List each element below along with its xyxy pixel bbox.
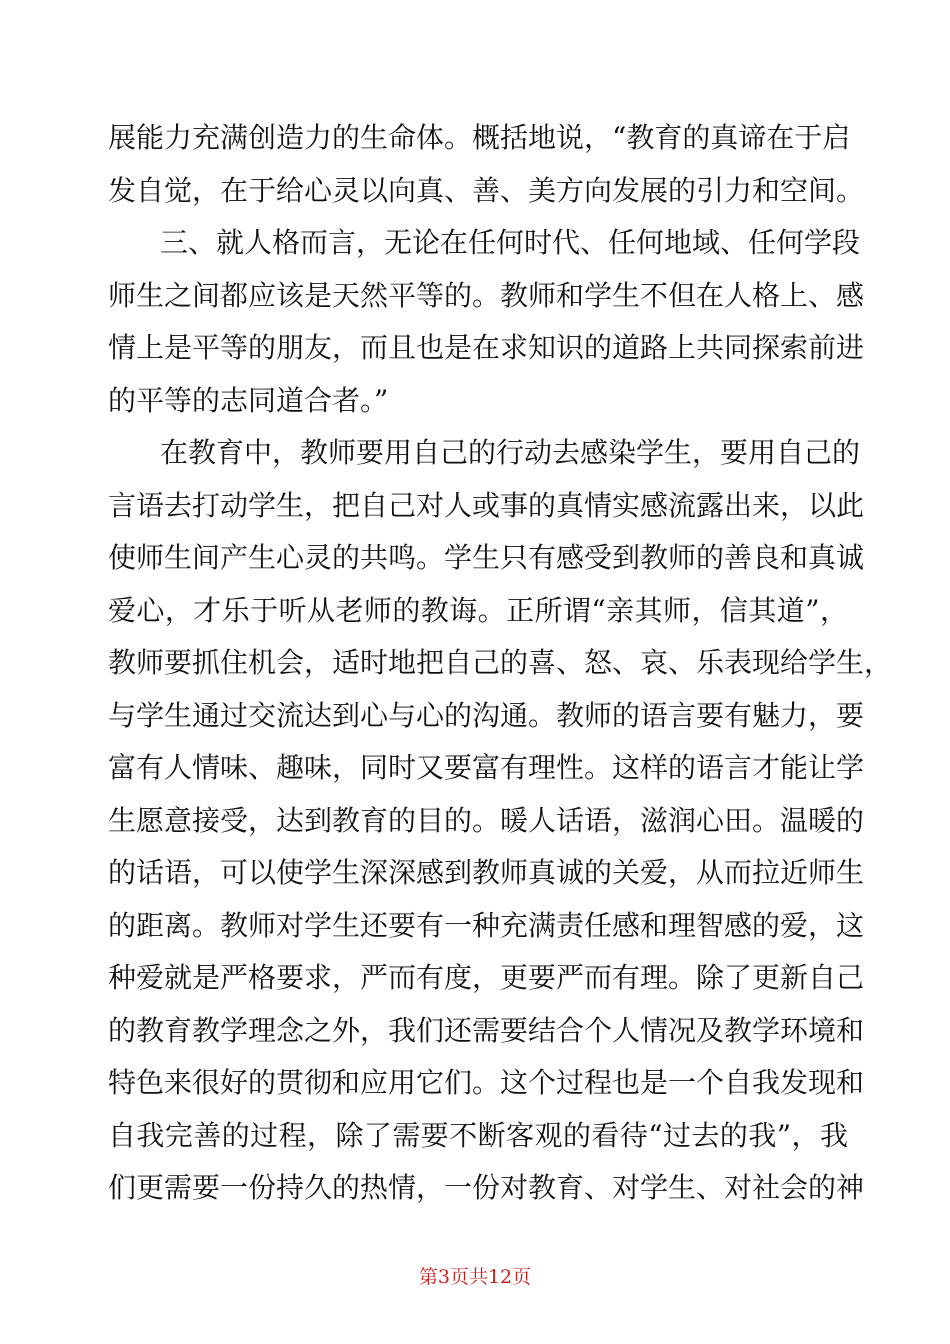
text-line: 特色来很好的贯彻和应用它们。这个过程也是一个自我发现和: [108, 1066, 865, 1099]
text-line: 三、就人格而言，无论在任何时代、任何地域、任何学段: [160, 226, 861, 259]
text-line: 们更需要一份持久的热情，一份对教育、对学生、对社会的神: [108, 1171, 865, 1204]
text-line: 的距离。教师对学生还要有一种充满责任感和理智感的爱，这: [108, 908, 865, 942]
text-line: 自我完善的过程，除了需要不断客观的看待“过去的我”，我: [108, 1118, 848, 1152]
text-line: 展能力充满创造力的生命体。概括地说，“教育的真谛在于启: [108, 121, 851, 154]
text-line: 的话语，可以使学生深深感到教师真诚的关爱，从而拉近师生: [108, 856, 865, 889]
text-line: 生愿意接受，达到教育的目的。暖人话语，滋润心田。温暖的: [108, 803, 865, 837]
text-line: 发自觉，在于给心灵以向真、善、美方向发展的引力和空间。: [108, 173, 865, 207]
text-line: 教师要抓住机会，适时地把自己的喜、怒、哀、乐表现给学生，: [108, 646, 893, 679]
text-line: 的教育教学理念之外，我们还需要结合个人情况及教学环境和: [108, 1013, 865, 1047]
text-line: 言语去打动学生，把自己对人或事的真情实感流露出来，以此: [108, 488, 865, 522]
text-line: 在教育中，教师要用自己的行动去感染学生，要用自己的: [160, 436, 861, 469]
text-line: 情上是平等的朋友，而且也是在求知识的道路上共同探索前进: [108, 331, 865, 364]
page-number-footer: 第3页共12页: [418, 1266, 532, 1288]
text-line: 富有人情味、趣味，同时又要富有理性。这样的语言才能让学: [108, 751, 865, 784]
document-body: [108, 112, 893, 1215]
text-line: 爱心，才乐于听从老师的教诲。正所谓“亲其师，信其道”，: [108, 593, 848, 627]
text-line: 与学生通过交流达到心与心的沟通。教师的语言要有魅力，要: [108, 698, 865, 732]
text-line: 的平等的志同道合者。”: [108, 383, 389, 417]
text-line: 种爱就是严格要求，严而有度，更要严而有理。除了更新自己: [108, 961, 865, 994]
text-line: 师生之间都应该是天然平等的。教师和学生不但在人格上、感: [108, 278, 865, 312]
text-line: 使师生间产生心灵的共鸣。学生只有感受到教师的善良和真诚: [108, 541, 865, 574]
